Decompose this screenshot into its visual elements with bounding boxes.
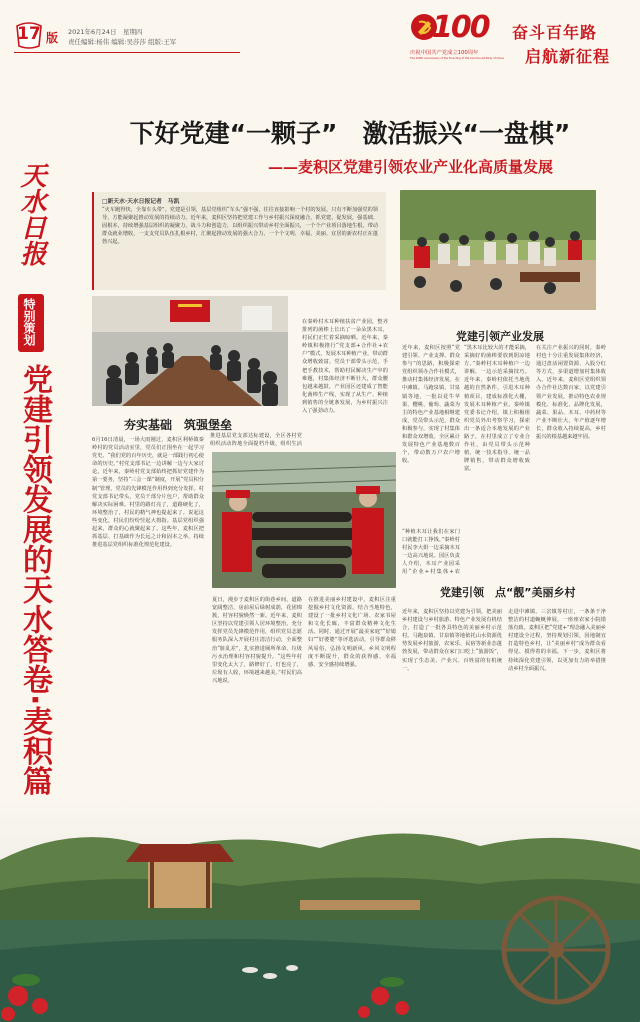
article-column-c4: 走进中滩镇、三岔镇等村庄，一条条干净整洁的村道蜿蜒伸展，一座座农家小院错落有致。麦积区把“党建+”理念融入美丽乡村建设全过程，坚持规划引领，因地制宜打造特色乡村，让“美丽乡村”成为群众看得见、摸得着的幸福。下一步，麦积区将持续深化党建引领，以更加有力的举措推动乡村全面振兴。	[508, 609, 606, 672]
slogan-line-1: 奋斗百年路	[512, 23, 598, 42]
main-headline: 下好党建“一颗子” 激活振兴“一盘棋”	[129, 119, 571, 148]
lead-paragraph: “火车跑得快，全靠车头带”。党建是引领，基层党组织“车头”强不强，往往直接影响一个村的发展。只有不断加强党的领导，方能凝聚起推动发展的持续动力。近年来，麦积区坚持把党建工作与乡村振兴深度融合，抓党建、促发展，强基础、固根本，持续增强基层组织的凝聚力、战斗力和创造力，以组织振兴带动乡村全面振兴，一个个产业项目落地生根，带动群众就业增收，一支支党员队伍扎根乡村，汇聚起推动发展的强大合力，一个个文明、幸福、美丽、宜居的新农村正在蓬勃兴起。	[102, 207, 378, 246]
article-column-b2: “种植木耳让我们在家门口就能打工挣钱。”秦岭村村民李大姐一边采摘木耳一边高兴地说。园区负责人介绍，木耳产业园采用“企业+村集体+农	[402, 529, 460, 576]
article-column-a2: 推进基层党支部达标建设，全区各村党组织活动阵地全面提档升级，组织生活	[210, 433, 302, 448]
waterwheel-icon	[504, 898, 608, 1002]
photo-fungus-harvest	[212, 452, 396, 588]
article-column-c2: 在推进美丽乡村建设中，麦积区注重挖掘乡村文化资源，结合当地特色，建设了一批乡村文化广场、农家书屋和文化长廊，丰富群众精神文化生活。同时，通过开展“最美家庭”“好媳妇”“好婆婆”等评选活动，引导群众移风易俗，弘扬文明新风，乡风文明程度不断提升，群众的获得感、幸福感、安全感持续增强。	[308, 597, 396, 668]
photo-village-performance	[400, 190, 596, 310]
article-column-b3: “黑木耳比较大的才能采摘，采摘好的菌棒要放到阴凉地方。”秦岭村木耳种植户一边讲解，一边示范采摘技巧。近年来，秦岭村依托当地优越的自然条件，引进木耳种植项目，建成标准化大棚，发展木耳种植产业。秦岭镇党委书记介绍，镇上积极组织党员外出考察学习，探索出一条适合本地发展的产业路子，在村里成立了专业合作社，由党员带头示范种植，统一技术指导、统一品牌销售，带动群众增收致富。	[464, 345, 530, 473]
photo-village-panorama	[0, 800, 640, 1022]
article-column-top-right: 在秦岭村木耳种植扶贫产业园，整齐排列的菌棒上长出了一朵朵黑木耳，村民们正忙着采摘晾晒。近年来，秦岭镇积极推行“党支部+合作社+农户”模式，发展木耳种植产业，带动群众增收致富。党员干部带头示范，手把手教技术，帮助村民解决生产中的难题，村集体经济不断壮大，群众腰包越来越鼓。产业园区还建成了智能化菌棒生产线，实现了从生产、种植到销售的全链条发展，为乡村振兴注入了强劲动力。	[302, 319, 388, 415]
editor-credits: 责任编辑:杨伟 编辑:吴莎莎 组版:王军	[68, 38, 177, 46]
article-column-c3: 近年来，麦积区坚持以党建为引领，把美丽乡村建设与乡村旅游、特色产业发展有机结合，打造了一批各具特色的美丽乡村示范村。马跑泉镇、甘泉镇等地依托山水资源优势发展乡村旅游，农家乐、民宿等新业态蓬勃发展，带动群众在家门口吃上“旅游饭”，实现了生态美、产业兴、百姓富的有机统一。	[402, 609, 502, 672]
lead-box	[92, 192, 386, 290]
emblem-caption-cn: 庆祝中国共产党成立100周年	[410, 50, 479, 56]
article-column-c1: 夏日，漫步于麦积区的街巷乡间，道路宽阔整洁，房前屋后绿树成荫，花团锦簇，村容村貌焕然一新。近年来，麦积区坚持以党建引领人居环境整治，充分发挥党员先锋模范作用，组织党员志愿服务队深入开展村庄清洁行动，全面整治“脏乱差”，扎实推进厕所革命、垃圾污水治理和村容村貌提升。“这些年村里变化太大了，路修好了，灯也亮了，垃圾有人收，环境越来越美。”村民们高兴地说。	[212, 597, 302, 684]
special-report-label: 特别策划	[22, 298, 36, 346]
special-report-badge	[18, 294, 44, 352]
section-heading-beautiful-village: 党建引领 点“靓”美丽乡村	[440, 586, 576, 599]
page-number: 17	[17, 24, 41, 44]
header-underline	[14, 52, 240, 53]
article-column-b4: 在关注产业振兴的同时，秦岭村也十分注重发展集体经济，通过盘活闲置资源、入股分红等方式，多渠道增加村集体收入。近年来，麦积区党组织领办合作社达数百家，以党建引领产业发展，推动特色农业规模化、标准化、品牌化发展，蔬菜、果品、木耳、中药材等产业不断壮大，年产值逐年增长，群众收入持续提高，乡村振兴的根基越来越牢固。	[536, 345, 606, 441]
issue-date: 2021年6月24日 星期四	[68, 28, 143, 36]
byline: □新天水·天水日报记者 马凯	[102, 199, 180, 205]
article-column-a1: 6月16日清晨，一场大雨刚过，麦积区利桥镇秦岭村的党员活动室里，党员们正围坐在一起学习党史。“我们党的百年历史，就是一部践行初心使命的历史。”村党支部书记一边讲解一边与大家讨论。近年来，秦岭村党支部始终把抓好党建作为第一要务，坚持“三会一课”制度，开展“党员积分制”管理，党员的先锋模范作用得到充分发挥。村党支部书记带头，党员干部分片包户，帮助群众解决实际困难。村里的路灯亮了，道路硬化了，环境整治了，村民的精气神也提起来了。说起这些变化，村民们纷纷竖起大拇指。基层党组织强起来，群众的心就聚起来了。这些年，麦积区把抓基层、打基础作为长远之计和固本之举，持续推进基层党组织标准化规范化建设。	[92, 437, 204, 549]
emblem-number: 100	[432, 10, 489, 45]
page-suffix: 版	[46, 31, 59, 45]
series-title: 党建引领发展的天水答卷·麦积篇	[17, 364, 52, 796]
emblem-caption-en: The 100th Anniversary of the Founding of the Communist Party of China	[410, 57, 504, 60]
section-heading-industry: 党建引领产业发展	[456, 330, 544, 343]
sub-headline: ——麦积区党建引领农业产业化高质量发展	[268, 158, 554, 176]
section-heading-foundation: 夯实基础 筑强堡垒	[124, 418, 233, 432]
sidebar-paper-name: 天水日报	[16, 162, 46, 266]
page-header	[0, 0, 640, 76]
centenary-emblem	[408, 10, 504, 70]
article-column-b1: 近年来，麦积区按照“党建引领、产业支撑、群众参与”的思路，积极探索党组织领办合作社模式，推动村集体经济发展。在中滩镇、马跑泉镇、甘泉镇等地，一批以花牛苹果、樱桃、葡萄、蔬菜为主的特色产业基地相继建成，党员带头示范，群众积极参与，实现了村集体和群众双增收。全区累计发展特色产业基地数百个，带动数万户农户增收。	[402, 345, 460, 465]
photo-party-meeting	[92, 296, 288, 406]
slogan-line-2: 启航新征程	[525, 47, 611, 66]
